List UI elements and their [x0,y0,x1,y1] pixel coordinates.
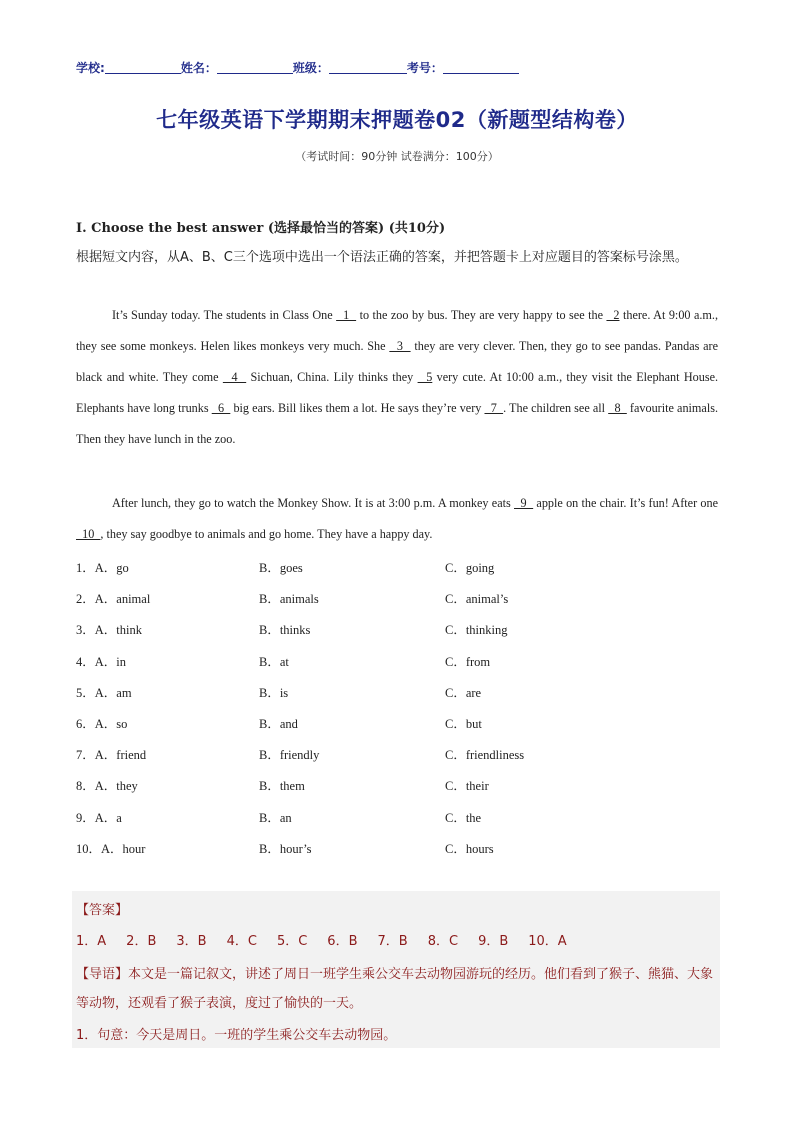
option-c[interactable]: C．hours [445,841,494,856]
option-b[interactable]: B．and [259,717,298,731]
option-a[interactable]: 10．A．hour [76,841,146,856]
option-c[interactable]: C．animal’s [445,592,509,607]
blank-10[interactable]: 10 [76,527,101,541]
option-c[interactable]: C．but [445,717,482,731]
answer-note-1: 1．句意：今天是周日。一班的学生乘公交车去动物园。 [76,1028,397,1043]
page-subtitle: （考试时间：90分钟 试卷满分：100分） [295,150,499,163]
option-a[interactable]: 7．A．friend [76,748,147,763]
option-row [76,558,716,578]
blank-1[interactable]: 1 [336,308,357,322]
option-a[interactable]: 9．A．a [76,810,122,825]
option-row [76,683,716,703]
answer-key: 10．A [528,934,567,949]
option-b[interactable]: B．friendly [259,748,320,763]
answer-key: 1．A [76,934,107,949]
blank-2[interactable]: 2 [606,308,620,322]
option-row [76,714,716,734]
answer-guide: 【导语】本文是一篇记叙文，讲述了周日一班学生乘公交车去动物园游玩的经历。他们看到了猴子、熊猫、大象等动物，还观看了猴子表演，度过了愉快的一天。 [76,967,714,1011]
option-c[interactable]: C．from [445,654,491,669]
option-b[interactable]: B．goes [259,561,303,575]
option-b[interactable]: B．is [259,685,289,700]
passage-text: very cute. At 10:00 a.m., they visit the Elephant House. Elephants have long trunks [76,370,719,415]
option-c[interactable]: C．their [445,779,489,794]
passage-paragraph-2 [76,488,718,550]
option-row [76,808,716,828]
answer-key: 4．C [226,934,257,949]
section-instructions: 根据短文内容，从A、B、C三个选项中选出一个语法正确的答案，并把答题卡上对应题目的答案标号涂黑。 [76,250,688,265]
passage-text: It’s Sunday today. The students in Class One [112,308,337,322]
answer-key: 9．B [478,934,509,949]
option-b[interactable]: B．thinks [259,623,311,638]
option-a[interactable]: 4．A．in [76,654,127,669]
option-row [76,620,716,640]
option-c[interactable]: C．thinking [445,623,508,638]
passage-text: , they say goodbye to animals and go home. They have a happy day. [100,527,433,541]
option-row [76,745,716,765]
section-heading: I. Choose the best answer (选择最恰当的答案) (共10分) [76,221,446,236]
option-b[interactable]: B．them [259,779,305,794]
answer-key: 6．B [327,934,358,949]
passage-text: After lunch, they go to watch the Monkey Show. It is at 3:00 p.m. A monkey eats [112,496,514,510]
name-label: 姓名： [180,61,217,75]
option-a[interactable]: 6．A．so [76,717,128,731]
option-a[interactable]: 3．A．think [76,623,142,638]
school-blank[interactable] [105,61,181,74]
option-row [76,652,716,672]
option-row [76,839,716,859]
option-b[interactable]: B．animals [259,592,319,607]
class-blank[interactable] [329,61,407,74]
option-b[interactable]: B．at [259,654,289,669]
option-b[interactable]: B．hour’s [259,841,312,856]
answer-keys [76,930,587,949]
option-c[interactable]: C．the [445,810,482,825]
page-title: 七年级英语下学期期末押题卷02（新题型结构卷） [156,108,638,132]
number-label: 考号： [406,61,443,75]
answer-label: 【答案】 [76,903,129,918]
option-c[interactable]: C．friendliness [445,748,525,763]
name-blank[interactable] [217,61,293,74]
answer-key: 7．B [377,934,408,949]
passage-text: Sichuan, China. Lily thinks they [246,370,418,384]
passage-text: to the zoo by bus. They are very happy to see the [356,308,607,322]
passage-text: apple on the chair. It’s fun! After one [533,496,718,510]
passage-text: they are very clever. Then, they go to see pandas. Pandas are black and white. They come [76,339,719,384]
answer-key: 2．B [126,934,157,949]
school-label: 学校: [76,61,105,75]
passage-text: there. At 9:00 a.m., they see some monkeys. Helen likes monkeys very much. She [76,308,719,353]
number-blank[interactable] [443,61,519,74]
option-a[interactable]: 8．A．they [76,779,138,794]
option-a[interactable]: 2．A．animal [76,592,151,607]
option-b[interactable]: B．an [259,810,292,825]
class-label: 班级： [292,61,329,75]
blank-6[interactable]: 6 [211,401,231,415]
answer-key: 8．C [427,934,459,949]
answer-key: 3．B [176,934,207,949]
option-row [76,589,716,609]
passage-text: big ears. Bill likes them a lot. He says they’re very [230,401,485,415]
option-row [76,776,716,796]
option-a[interactable]: 1．A．go [76,561,129,575]
option-c[interactable]: C．are [445,685,482,700]
option-a[interactable]: 5．A．am [76,685,132,700]
passage-text: favourite animals. Then they have lunch in the zoo. [76,401,718,446]
blank-8[interactable]: 8 [608,401,627,415]
blank-4[interactable]: 4 [222,370,247,384]
passage-paragraph-1 [76,300,718,455]
blank-7[interactable]: 7 [484,401,504,415]
passage-text: . The children see all [503,401,609,415]
exam-info-header [76,59,519,76]
blank-5[interactable]: 5 [417,370,433,384]
option-c[interactable]: C．going [445,561,495,575]
answer-key: 5．C [276,934,308,949]
blank-9[interactable]: 9 [514,496,534,510]
blank-3[interactable]: 3 [389,339,411,353]
